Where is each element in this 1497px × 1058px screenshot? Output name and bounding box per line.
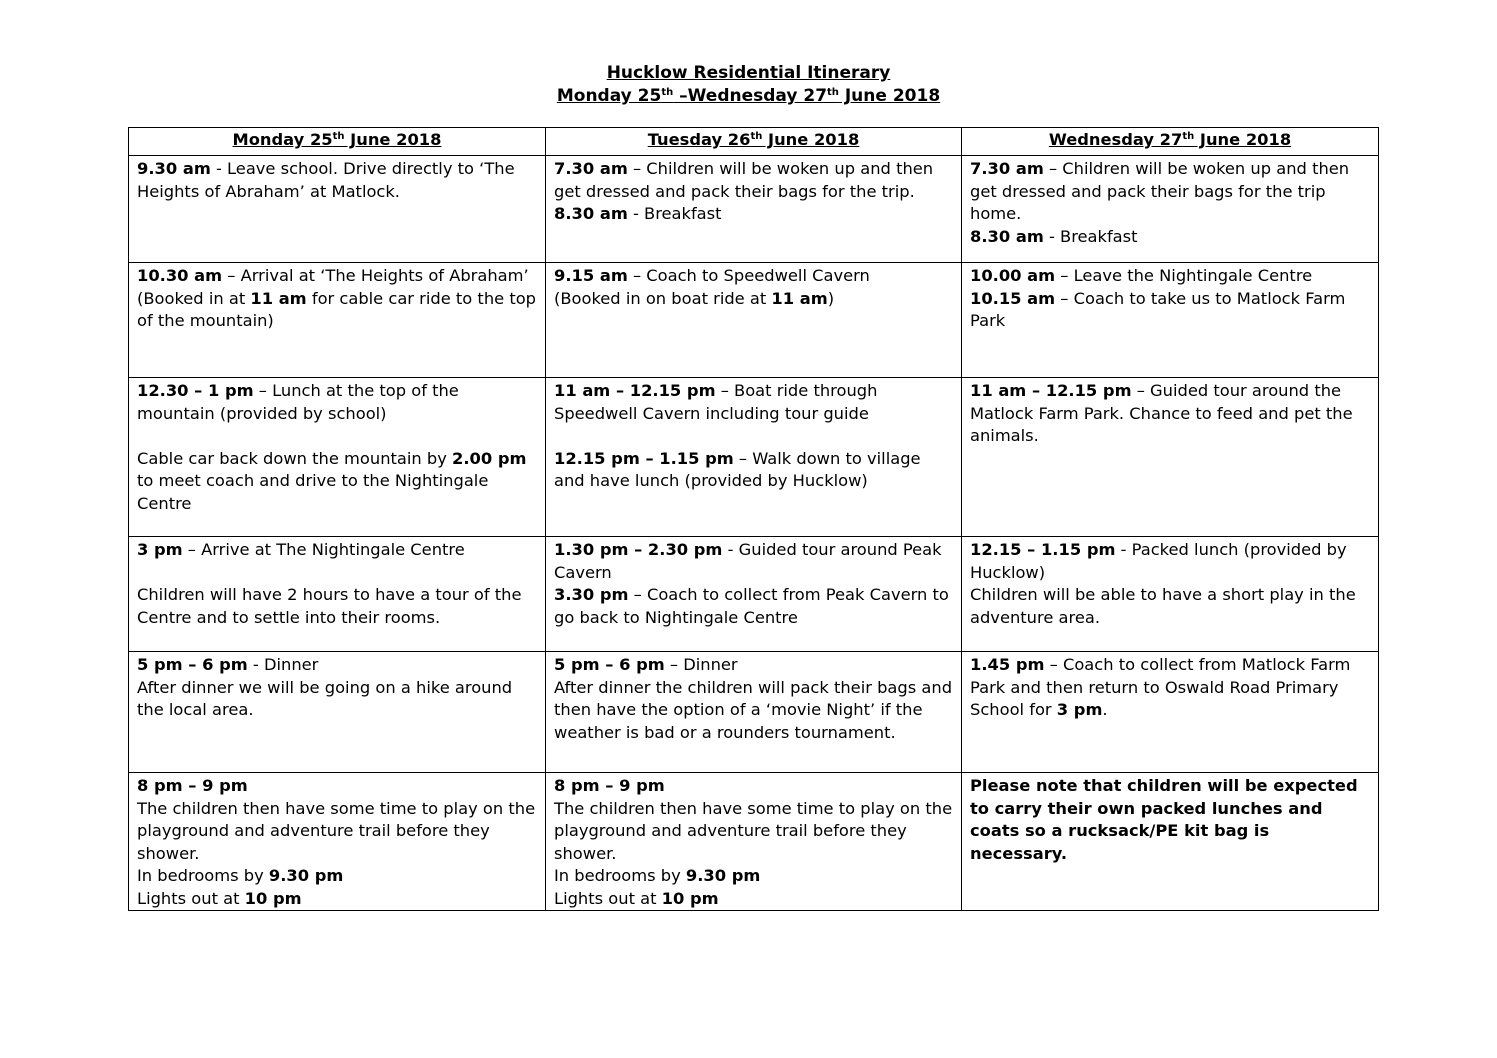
cell-wednesday-leave: 10.00 am – Leave the Nightingale Centre 10.15 am – Coach to take us to Matlock Farm Park: [962, 263, 1379, 378]
cell-monday-morning: 9.30 am - Leave school. Drive directly to ‘The Heights of Abraham’ at Matlock.: [129, 156, 546, 263]
itinerary-table: [128, 127, 1379, 911]
cell-monday-arrival: 10.30 am – Arrival at ‘The Heights of Abraham’ (Booked in at 11 am for cable car ride to the top of the mountain): [129, 263, 546, 378]
cell-tuesday-dinner: 5 pm – 6 pm – Dinner After dinner the children will pack their bags and then have the option of a ‘movie Night’ if the weather is bad or a rounders tournament.: [546, 652, 962, 773]
table-row: [129, 652, 1379, 773]
header-tuesday: Tuesday 26th June 2018: [546, 128, 962, 156]
header-row: [129, 128, 1379, 156]
cell-tuesday-peak-cavern: 1.30 pm – 2.30 pm - Guided tour around Peak Cavern 3.30 pm – Coach to collect from Peak Cavern to go back to Nightingale Centre: [546, 537, 962, 652]
table-row: [129, 156, 1379, 263]
table-row: [129, 378, 1379, 537]
cell-tuesday-boat: 11 am – 12.15 pm – Boat ride through Speedwell Cavern including tour guide 12.15 pm – 1.15 pm – Walk down to village and have lunch (provided by Hucklow): [546, 378, 962, 537]
packing-note: Please note that children will be expected to carry their own packed lunches and coats so a rucksack/PE kit bag is necessary.: [970, 776, 1358, 863]
table-row: [129, 537, 1379, 652]
cell-wednesday-tour: 11 am – 12.15 pm – Guided tour around the Matlock Farm Park. Chance to feed and pet the animals.: [962, 378, 1379, 537]
cell-monday-dinner: 5 pm – 6 pm - Dinner After dinner we will be going on a hike around the local area.: [129, 652, 546, 773]
header-monday: Monday 25th June 2018: [129, 128, 546, 156]
cell-monday-arrive-centre: 3 pm – Arrive at The Nightingale Centre Children will have 2 hours to have a tour of the Centre and to settle into their rooms.: [129, 537, 546, 652]
header-wednesday: Wednesday 27th June 2018: [962, 128, 1379, 156]
document-title: [0, 62, 1497, 108]
cell-wednesday-return: 1.45 pm – Coach to collect from Matlock Farm Park and then return to Oswald Road Primary School for 3 pm.: [962, 652, 1379, 773]
cell-tuesday-coach: 9.15 am – Coach to Speedwell Cavern (Booked in on boat ride at 11 am): [546, 263, 962, 378]
cell-tuesday-morning: 7.30 am – Children will be woken up and then get dressed and pack their bags for the trip. 8.30 am - Breakfast: [546, 156, 962, 263]
cell-wednesday-morning: 7.30 am – Children will be woken up and then get dressed and pack their bags for the trip home. 8.30 am - Breakfast: [962, 156, 1379, 263]
table-row: [129, 263, 1379, 378]
title-line-1: Hucklow Residential Itinerary: [606, 63, 891, 83]
cell-tuesday-evening: 8 pm – 9 pm The children then have some time to play on the playground and adventure trail before they shower. In bedrooms by 9.30 pm Lights out at 10 pm: [546, 773, 962, 911]
table-row: [129, 773, 1379, 911]
cell-wednesday-lunch: 12.15 – 1.15 pm - Packed lunch (provided by Hucklow) Children will be able to have a short play in the adventure area.: [962, 537, 1379, 652]
cell-monday-lunch: 12.30 – 1 pm – Lunch at the top of the mountain (provided by school) Cable car back down the mountain by 2.00 pm to meet coach and drive to the Nightingale Centre: [129, 378, 546, 537]
cell-wednesday-note: [962, 773, 1379, 911]
cell-monday-evening: 8 pm – 9 pm The children then have some time to play on the playground and adventure trail before they shower. In bedrooms by 9.30 pm Lights out at 10 pm: [129, 773, 546, 911]
title-line-2: Monday 25th –Wednesday 27th June 2018: [556, 86, 941, 106]
